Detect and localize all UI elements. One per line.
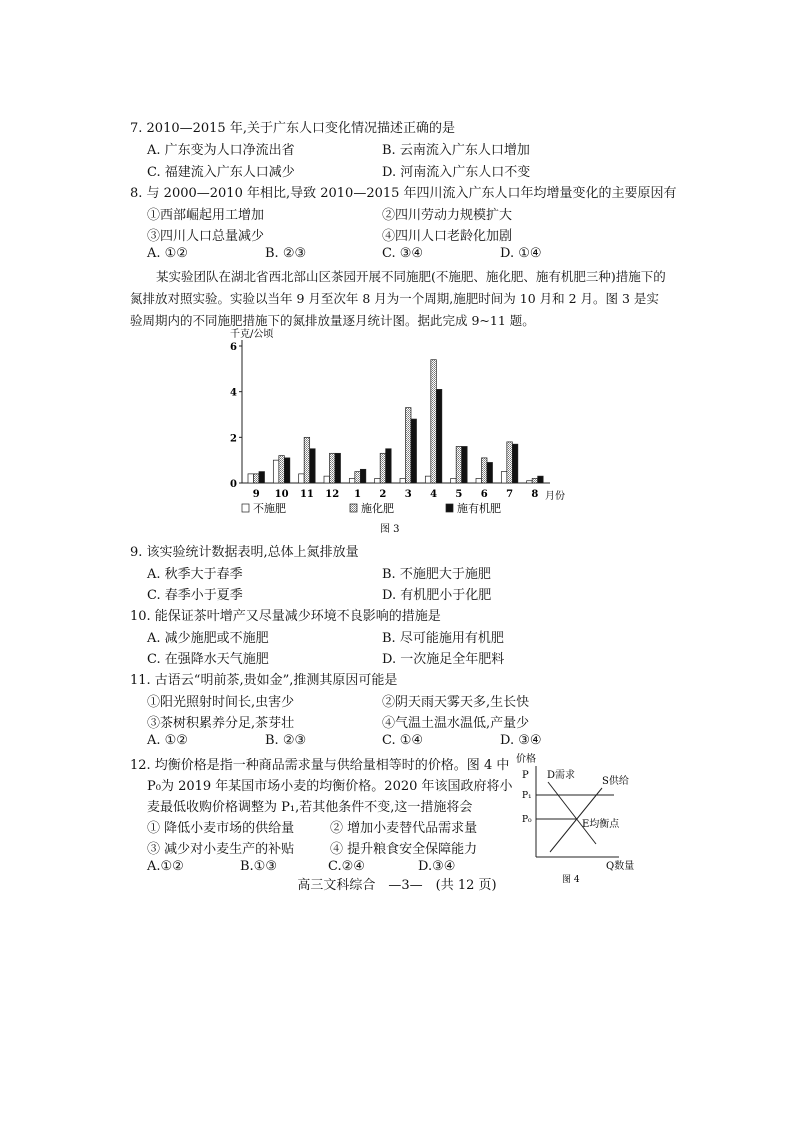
fig4-demand-curve bbox=[548, 782, 596, 844]
chart-bar bbox=[476, 478, 482, 483]
q9-option-b: B. 不施肥大于施肥 bbox=[382, 567, 491, 582]
chart-bar bbox=[360, 469, 366, 483]
chart-bar bbox=[406, 408, 412, 483]
q10-option-a: A. 减少施肥或不施肥 bbox=[147, 631, 269, 646]
chart-bar bbox=[310, 449, 316, 483]
chart-bar bbox=[355, 472, 361, 483]
legend-swatch bbox=[350, 504, 357, 512]
y-tick-label: 2 bbox=[230, 433, 237, 445]
q11-stem: 11. 古语云“明前茶,贵如金”,推测其原因可能是 bbox=[130, 673, 398, 688]
chart-bar bbox=[482, 458, 488, 483]
y-tick-label: 0 bbox=[230, 479, 237, 490]
q8-option-b: B. ②③ bbox=[265, 246, 307, 261]
q8-option-d: D. ①④ bbox=[500, 246, 542, 261]
fig4-quantity-label: Q数量 bbox=[606, 861, 635, 872]
legend-label: 施化肥 bbox=[361, 502, 394, 515]
chart-bar bbox=[436, 389, 442, 483]
chart-bar bbox=[254, 474, 260, 483]
q7-option-b: B. 云南流入广东人口增加 bbox=[382, 143, 530, 158]
x-tick-label: 4 bbox=[430, 489, 438, 500]
nitrogen-emission-chart bbox=[200, 328, 580, 536]
chart-bar bbox=[425, 476, 431, 483]
fig4-p0-label: P₀ bbox=[522, 815, 532, 825]
chart-bar bbox=[324, 476, 330, 483]
fig4-supply-label: S供给 bbox=[602, 776, 629, 787]
q11-item-1: ①阳光照射时间长,虫害少 bbox=[147, 695, 295, 710]
y-tick-label: 6 bbox=[230, 342, 237, 353]
x-tick-label: 8 bbox=[531, 489, 539, 500]
chart-bar bbox=[259, 472, 265, 483]
x-tick-label: 5 bbox=[455, 489, 463, 500]
q8-option-c: C. ③④ bbox=[382, 246, 424, 261]
fig4-p-label: P bbox=[522, 770, 529, 781]
q7-stem: 7. 2010—2015 年,关于广东人口变化情况描述正确的是 bbox=[130, 121, 455, 136]
legend-swatch bbox=[242, 504, 249, 512]
q12-line-3: 麦最低收购价格调整为 P₁,若其他条件不变,这一措施将会 bbox=[147, 800, 473, 815]
q11-option-c: C. ①④ bbox=[382, 733, 424, 748]
q8-item-1: ①西部崛起用工增加 bbox=[147, 208, 265, 223]
x-tick-label: 3 bbox=[404, 489, 412, 500]
q11-item-2: ②阴天雨天雾天多,生长快 bbox=[382, 695, 530, 710]
q8-item-2: ②四川劳动力规模扩大 bbox=[382, 208, 513, 223]
chart-caption: 图 3 bbox=[380, 524, 400, 535]
x-tick-label: 10 bbox=[274, 489, 289, 500]
chart-bar bbox=[386, 449, 392, 483]
q12-option-a: A.①② bbox=[147, 859, 184, 874]
chart-bar bbox=[456, 446, 462, 483]
chart-bar bbox=[335, 453, 341, 483]
q10-option-c: C. 在强降水天气施肥 bbox=[147, 652, 269, 667]
chart-y-label: 千克/公顷 bbox=[230, 329, 274, 340]
passage: 某实验团队在湖北省西北部山区茶园开展不同施肥(不施肥、施化肥、施有机肥三种)措施下的氮排放对照实验。实验以当年 9 月至次年 8 月为一个周期,施肥时间为 10 月和 2 月。图 3 是实验周期内的不同施肥措施下的氮排放量逐月统计图。据此完成 9~11 题。 bbox=[130, 269, 666, 328]
q11-option-a: A. ①② bbox=[147, 733, 188, 748]
x-tick-label: 1 bbox=[354, 489, 362, 500]
chart-bar bbox=[330, 453, 336, 483]
fig4-equilibrium-label: E均衡点 bbox=[582, 819, 620, 830]
fig4-demand-label: D需求 bbox=[547, 770, 576, 781]
supply-demand-diagram bbox=[514, 752, 654, 892]
q9-option-c: C. 春季小于夏季 bbox=[147, 588, 243, 603]
chart-bar bbox=[273, 460, 279, 483]
q12-item-4: ④ 提升粮食安全保障能力 bbox=[330, 842, 478, 857]
x-tick-label: 2 bbox=[379, 489, 387, 500]
q12-option-b: B.①③ bbox=[240, 859, 277, 874]
q12-option-c: C.②④ bbox=[328, 859, 365, 874]
q11-item-3: ③茶树积累养分足,茶芽壮 bbox=[147, 716, 295, 731]
chart-legend bbox=[242, 501, 501, 515]
chart-bar bbox=[279, 456, 285, 483]
x-tick-label: 6 bbox=[480, 489, 488, 500]
chart-bar bbox=[299, 474, 305, 483]
q12-option-d: D.③④ bbox=[418, 859, 456, 874]
chart-bar bbox=[248, 474, 254, 483]
q12-item-2: ② 增加小麦替代品需求量 bbox=[330, 821, 478, 836]
x-tick-label: 11 bbox=[299, 489, 314, 500]
chart-bar bbox=[487, 462, 493, 483]
chart-bar bbox=[380, 453, 386, 483]
q11-option-b: B. ②③ bbox=[265, 733, 307, 748]
chart-bar bbox=[411, 419, 417, 483]
fig4-p1-label: P₁ bbox=[522, 791, 532, 801]
chart-bar bbox=[532, 478, 538, 483]
q11-option-d: D. ③④ bbox=[500, 733, 542, 748]
fig4-price-label: 价格 bbox=[516, 754, 536, 765]
chart-bar bbox=[304, 437, 310, 483]
q10-option-b: B. 尽可能施用有机肥 bbox=[382, 631, 504, 646]
chart-x-label: 月份 bbox=[545, 491, 565, 502]
chart-bar bbox=[538, 476, 544, 483]
q8-item-4: ④四川人口老龄化加剧 bbox=[382, 229, 513, 244]
chart-bar bbox=[400, 478, 406, 483]
legend-label: 施有机肥 bbox=[457, 502, 501, 515]
chart-bar bbox=[431, 360, 437, 483]
x-tick-label: 12 bbox=[325, 489, 340, 500]
q9-option-d: D. 有机肥小于化肥 bbox=[382, 588, 492, 603]
q7-option-d: D. 河南流入广东人口不变 bbox=[382, 165, 531, 180]
q7-option-c: C. 福建流入广东人口减少 bbox=[147, 165, 295, 180]
chart-bar bbox=[284, 458, 290, 483]
q10-stem: 10. 能保证茶叶增产又尽量减少环境不良影响的措施是 bbox=[130, 609, 441, 624]
chart-bar bbox=[451, 478, 457, 483]
q12-line-1: 12. 均衡价格是指一种商品需求量与供给量相等时的价格。图 4 中 bbox=[130, 758, 510, 773]
legend-label: 不施肥 bbox=[253, 502, 286, 515]
q10-option-d: D. 一次施足全年肥料 bbox=[382, 652, 505, 667]
chart-bar bbox=[462, 446, 468, 483]
q8-stem: 8. 与 2000—2010 年相比,导致 2010—2015 年四川流入广东人口年均增量变化的主要原因有 bbox=[130, 186, 677, 201]
chart-bar bbox=[375, 478, 381, 483]
y-tick-label: 4 bbox=[230, 387, 237, 399]
q9-stem: 9. 该实验统计数据表明,总体上氮排放量 bbox=[130, 545, 359, 560]
q7-option-a: A. 广东变为人口净流出省 bbox=[147, 143, 295, 158]
q8-option-a: A. ①② bbox=[147, 246, 188, 261]
legend-swatch bbox=[446, 504, 453, 512]
chart-bar bbox=[527, 481, 533, 483]
chart-bar bbox=[349, 478, 355, 483]
x-tick-label: 7 bbox=[506, 489, 514, 500]
fig4-caption: 图 4 bbox=[562, 875, 580, 885]
q8-item-3: ③四川人口总量减少 bbox=[147, 229, 265, 244]
q9-option-a: A. 秋季大于春季 bbox=[147, 567, 243, 582]
q12-line-2: P₀为 2019 年某国市场小麦的均衡价格。2020 年该国政府将小 bbox=[147, 779, 513, 794]
q12-item-3: ③ 减少对小麦生产的补贴 bbox=[147, 842, 295, 857]
chart-bar bbox=[501, 472, 507, 483]
chart-bars bbox=[248, 360, 543, 483]
x-tick-label: 9 bbox=[252, 489, 260, 500]
page-footer: 高三文科综合 —3— (共 12 页) bbox=[297, 878, 497, 893]
q12-item-1: ① 降低小麦市场的供给量 bbox=[147, 821, 295, 836]
chart-bar bbox=[512, 444, 518, 483]
chart-bar bbox=[507, 442, 513, 483]
q11-item-4: ④气温土温水温低,产量少 bbox=[382, 716, 530, 731]
